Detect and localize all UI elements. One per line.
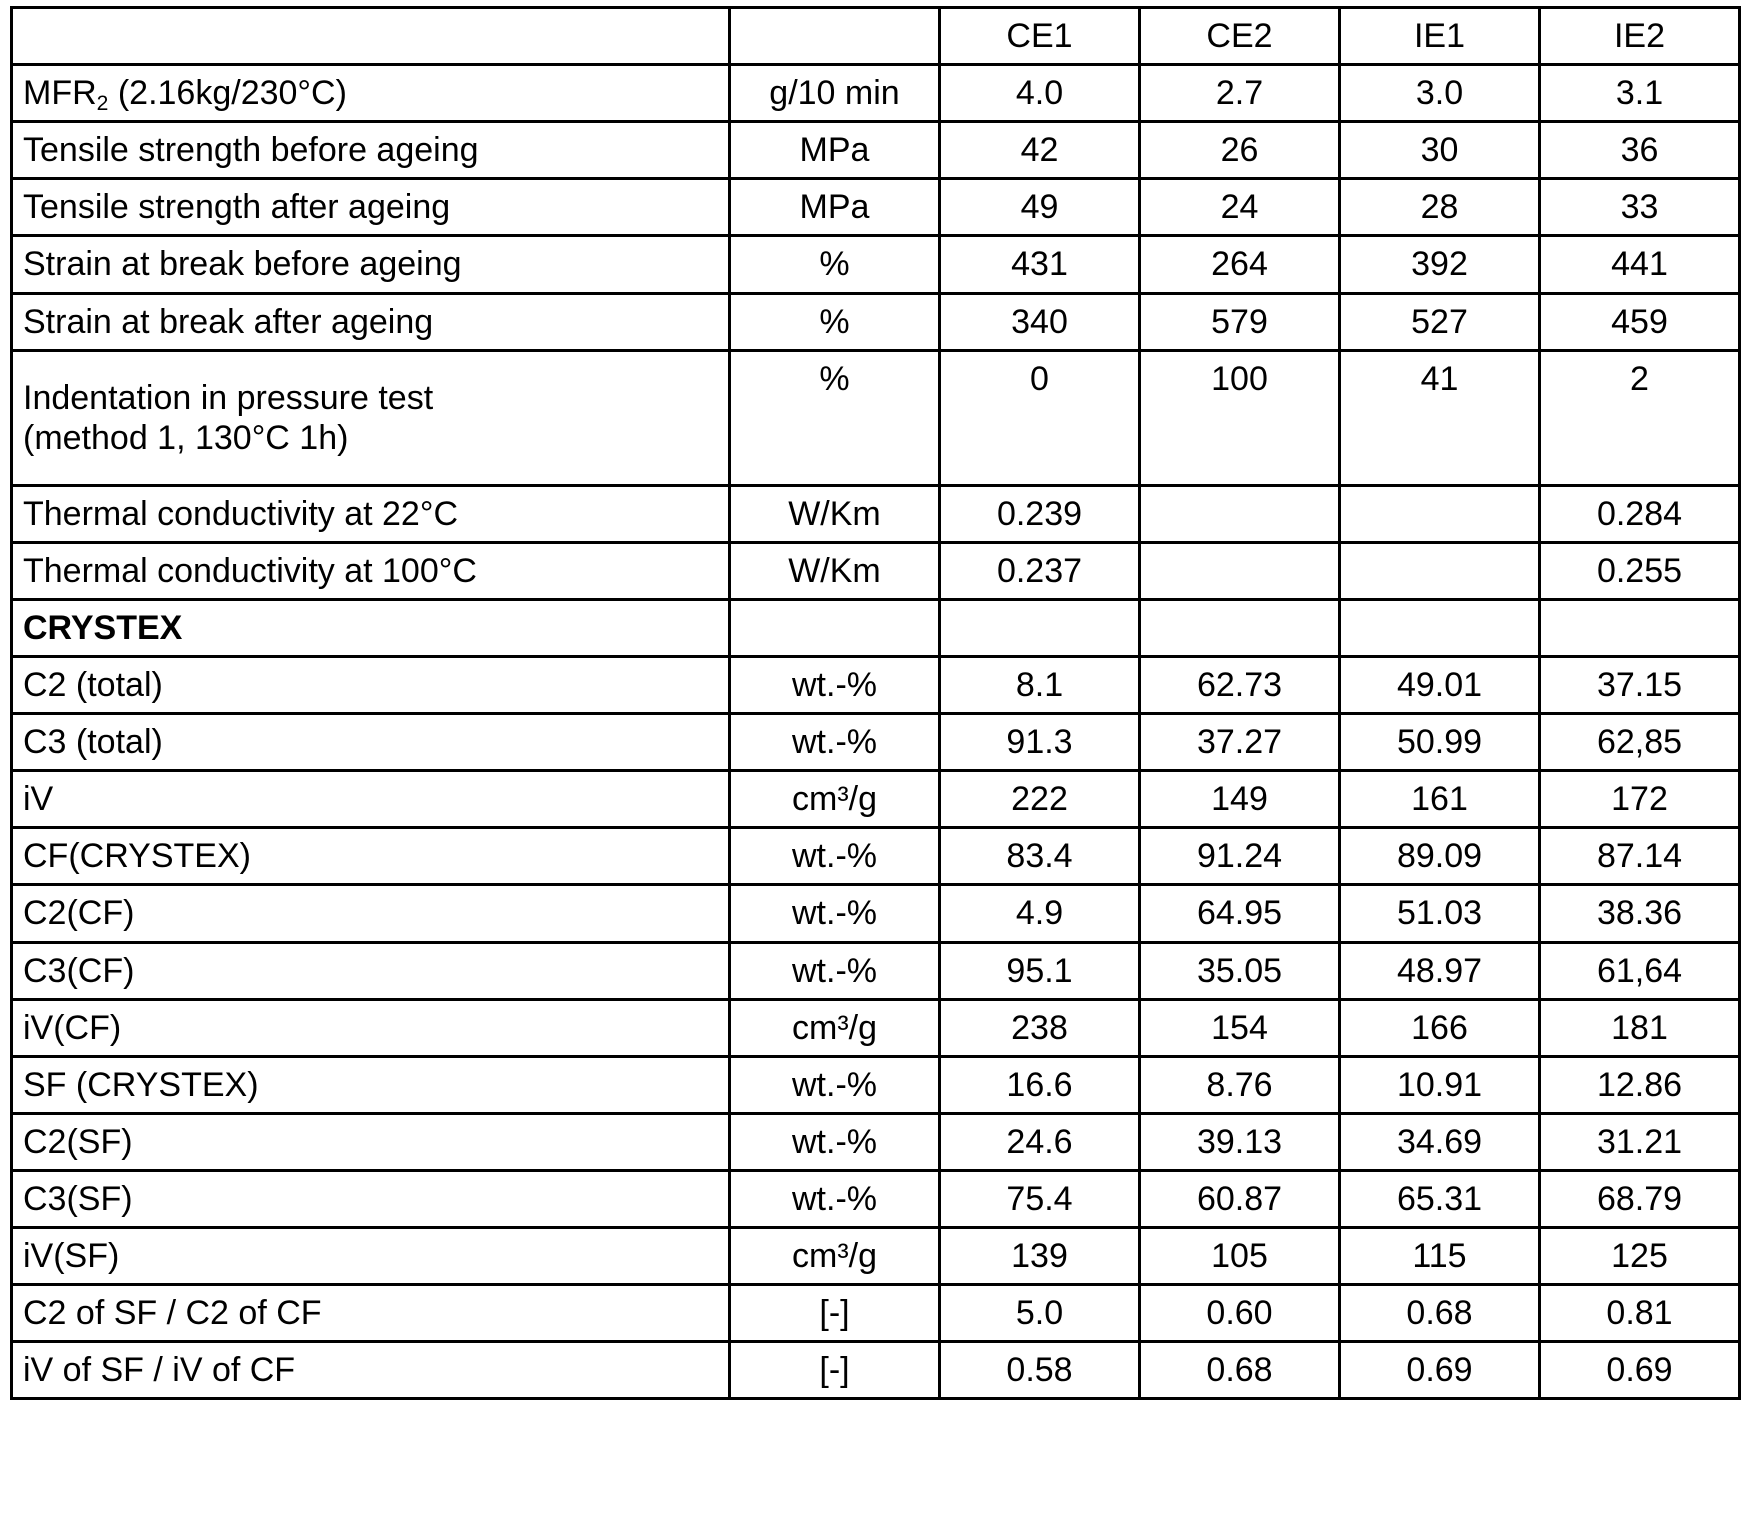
row-label: C2(SF) — [12, 1113, 730, 1170]
row-unit: % — [730, 293, 940, 350]
row-unit: MPa — [730, 122, 940, 179]
table-header — [12, 8, 1740, 65]
cell-ie1: 0.69 — [1340, 1342, 1540, 1399]
row-label-subscript: 2 — [96, 91, 109, 115]
cell-ie1: 28 — [1340, 179, 1540, 236]
table-body — [12, 65, 1740, 1399]
cell-ce1: 8.1 — [940, 656, 1140, 713]
row-label: C2(CF) — [12, 885, 730, 942]
cell-ie2: 68.79 — [1540, 1170, 1740, 1227]
cell-ie1: 48.97 — [1340, 942, 1540, 999]
header-corner-cell — [12, 8, 730, 65]
row-label: Thermal conductivity at 100°C — [12, 542, 730, 599]
cell-ce2 — [1140, 599, 1340, 656]
row-label: Tensile strength before ageing — [12, 122, 730, 179]
row-label: Strain at break before ageing — [12, 236, 730, 293]
row-label: Tensile strength after ageing — [12, 179, 730, 236]
header-ce2: CE2 — [1140, 8, 1340, 65]
cell-ie1: 392 — [1340, 236, 1540, 293]
row-label-crystex-section: CRYSTEX — [12, 599, 730, 656]
row-unit: wt.-% — [730, 942, 940, 999]
row-label: iV — [12, 771, 730, 828]
row-label-mfr2 — [12, 65, 730, 122]
cell-ce2: 24 — [1140, 179, 1340, 236]
cell-ie2: 3.1 — [1540, 65, 1740, 122]
row-label-text: MFR — [23, 74, 97, 113]
header-ie1: IE1 — [1340, 8, 1540, 65]
header-ce1: CE1 — [940, 8, 1140, 65]
cell-ie2: 12.86 — [1540, 1056, 1740, 1113]
table-row — [12, 1228, 1740, 1285]
table-row — [12, 122, 1740, 179]
cell-ce1: 91.3 — [940, 714, 1140, 771]
cell-ie1: 3.0 — [1340, 65, 1540, 122]
table-row — [12, 656, 1740, 713]
cell-ce1: 0 — [940, 350, 1140, 485]
table-row — [12, 771, 1740, 828]
row-label: C3(SF) — [12, 1170, 730, 1227]
cell-ie2: 0.69 — [1540, 1342, 1740, 1399]
cell-ie2: 172 — [1540, 771, 1740, 828]
cell-ce2: 0.68 — [1140, 1342, 1340, 1399]
cell-ie1: 115 — [1340, 1228, 1540, 1285]
row-label: iV(SF) — [12, 1228, 730, 1285]
cell-ce1: 16.6 — [940, 1056, 1140, 1113]
cell-ie1: 50.99 — [1340, 714, 1540, 771]
cell-ce2: 60.87 — [1140, 1170, 1340, 1227]
row-unit: wt.-% — [730, 714, 940, 771]
cell-ce2: 100 — [1140, 350, 1340, 485]
row-unit: % — [730, 350, 940, 485]
row-unit: wt.-% — [730, 656, 940, 713]
row-unit: [-] — [730, 1342, 940, 1399]
table-row — [12, 828, 1740, 885]
cell-ie1: 0.68 — [1340, 1285, 1540, 1342]
cell-ie2: 31.21 — [1540, 1113, 1740, 1170]
table-row — [12, 179, 1740, 236]
row-label-line1: Indentation in pressure test — [23, 378, 434, 417]
row-unit: wt.-% — [730, 1170, 940, 1227]
cell-ie2: 38.36 — [1540, 885, 1740, 942]
row-unit: % — [730, 236, 940, 293]
table-row — [12, 1342, 1740, 1399]
cell-ce2: 39.13 — [1140, 1113, 1340, 1170]
cell-ie1: 166 — [1340, 999, 1540, 1056]
row-unit: cm³/g — [730, 1228, 940, 1285]
cell-ce2: 105 — [1140, 1228, 1340, 1285]
cell-ce2 — [1140, 542, 1340, 599]
cell-ce2: 149 — [1140, 771, 1340, 828]
cell-ie2: 2 — [1540, 350, 1740, 485]
cell-ie1: 65.31 — [1340, 1170, 1540, 1227]
table-row — [12, 599, 1740, 656]
header-ie2: IE2 — [1540, 8, 1740, 65]
cell-ie2: 87.14 — [1540, 828, 1740, 885]
cell-ie1: 30 — [1340, 122, 1540, 179]
cell-ce2: 264 — [1140, 236, 1340, 293]
cell-ie2: 181 — [1540, 999, 1740, 1056]
table-row — [12, 1113, 1740, 1170]
cell-ce2: 579 — [1140, 293, 1340, 350]
cell-ce1: 0.239 — [940, 485, 1140, 542]
row-label-text-suffix: (2.16kg/230°C) — [108, 74, 347, 113]
row-label: C3 (total) — [12, 714, 730, 771]
cell-ie2 — [1540, 599, 1740, 656]
row-label: SF (CRYSTEX) — [12, 1056, 730, 1113]
row-unit: wt.-% — [730, 885, 940, 942]
row-unit: cm³/g — [730, 771, 940, 828]
cell-ce1: 139 — [940, 1228, 1140, 1285]
row-unit: wt.-% — [730, 828, 940, 885]
cell-ie2: 61,64 — [1540, 942, 1740, 999]
row-label: Strain at break after ageing — [12, 293, 730, 350]
cell-ie2: 459 — [1540, 293, 1740, 350]
cell-ie1: 89.09 — [1340, 828, 1540, 885]
table-header-row — [12, 8, 1740, 65]
cell-ce1: 83.4 — [940, 828, 1140, 885]
row-label-indentation — [12, 350, 730, 485]
cell-ce2: 8.76 — [1140, 1056, 1340, 1113]
table-row — [12, 1285, 1740, 1342]
cell-ce2: 0.60 — [1140, 1285, 1340, 1342]
cell-ie2: 36 — [1540, 122, 1740, 179]
properties-table — [10, 6, 1741, 1400]
cell-ce1: 4.9 — [940, 885, 1140, 942]
cell-ie2: 33 — [1540, 179, 1740, 236]
cell-ce2 — [1140, 485, 1340, 542]
cell-ie2: 0.255 — [1540, 542, 1740, 599]
cell-ce1: 0.58 — [940, 1342, 1140, 1399]
table-row — [12, 999, 1740, 1056]
cell-ce2: 37.27 — [1140, 714, 1340, 771]
table-row — [12, 714, 1740, 771]
table-row — [12, 485, 1740, 542]
row-label: Thermal conductivity at 22°C — [12, 485, 730, 542]
header-unit-cell — [730, 8, 940, 65]
cell-ce1: 95.1 — [940, 942, 1140, 999]
cell-ie2: 0.284 — [1540, 485, 1740, 542]
cell-ce1: 4.0 — [940, 65, 1140, 122]
cell-ce1: 0.237 — [940, 542, 1140, 599]
row-unit: MPa — [730, 179, 940, 236]
cell-ie1: 10.91 — [1340, 1056, 1540, 1113]
table-row — [12, 885, 1740, 942]
row-unit: cm³/g — [730, 999, 940, 1056]
cell-ie2: 37.15 — [1540, 656, 1740, 713]
cell-ce2: 2.7 — [1140, 65, 1340, 122]
row-label: CF(CRYSTEX) — [12, 828, 730, 885]
table-row — [12, 65, 1740, 122]
cell-ie1 — [1340, 542, 1540, 599]
cell-ie2: 125 — [1540, 1228, 1740, 1285]
cell-ce1: 24.6 — [940, 1113, 1140, 1170]
cell-ie2: 0.81 — [1540, 1285, 1740, 1342]
table-row — [12, 293, 1740, 350]
cell-ie1: 161 — [1340, 771, 1540, 828]
row-unit: [-] — [730, 1285, 940, 1342]
row-unit — [730, 599, 940, 656]
cell-ce1: 222 — [940, 771, 1140, 828]
row-unit: wt.-% — [730, 1056, 940, 1113]
table-row — [12, 1056, 1740, 1113]
row-unit: W/Km — [730, 485, 940, 542]
cell-ce2: 91.24 — [1140, 828, 1340, 885]
row-label-line2: (method 1, 130°C 1h) — [23, 418, 349, 457]
table-row — [12, 350, 1740, 485]
cell-ce1: 49 — [940, 179, 1140, 236]
cell-ie1 — [1340, 599, 1540, 656]
cell-ce1: 238 — [940, 999, 1140, 1056]
table-row — [12, 236, 1740, 293]
cell-ie1: 527 — [1340, 293, 1540, 350]
cell-ce2: 64.95 — [1140, 885, 1340, 942]
cell-ie1: 49.01 — [1340, 656, 1540, 713]
cell-ce2: 35.05 — [1140, 942, 1340, 999]
cell-ce2: 62.73 — [1140, 656, 1340, 713]
table-row — [12, 542, 1740, 599]
row-label: iV of SF / iV of CF — [12, 1342, 730, 1399]
cell-ie1: 34.69 — [1340, 1113, 1540, 1170]
cell-ie2: 62,85 — [1540, 714, 1740, 771]
table-row — [12, 942, 1740, 999]
cell-ie1: 51.03 — [1340, 885, 1540, 942]
cell-ie2: 441 — [1540, 236, 1740, 293]
cell-ce1 — [940, 599, 1140, 656]
row-label: iV(CF) — [12, 999, 730, 1056]
row-label: C3(CF) — [12, 942, 730, 999]
row-label: C2 (total) — [12, 656, 730, 713]
row-label: C2 of SF / C2 of CF — [12, 1285, 730, 1342]
row-unit: W/Km — [730, 542, 940, 599]
cell-ce1: 75.4 — [940, 1170, 1140, 1227]
table-row — [12, 1170, 1740, 1227]
cell-ie1 — [1340, 485, 1540, 542]
cell-ce2: 26 — [1140, 122, 1340, 179]
cell-ce1: 340 — [940, 293, 1140, 350]
cell-ce1: 431 — [940, 236, 1140, 293]
row-unit: wt.-% — [730, 1113, 940, 1170]
cell-ie1: 41 — [1340, 350, 1540, 485]
cell-ce1: 5.0 — [940, 1285, 1140, 1342]
row-unit: g/10 min — [730, 65, 940, 122]
cell-ce1: 42 — [940, 122, 1140, 179]
cell-ce2: 154 — [1140, 999, 1340, 1056]
